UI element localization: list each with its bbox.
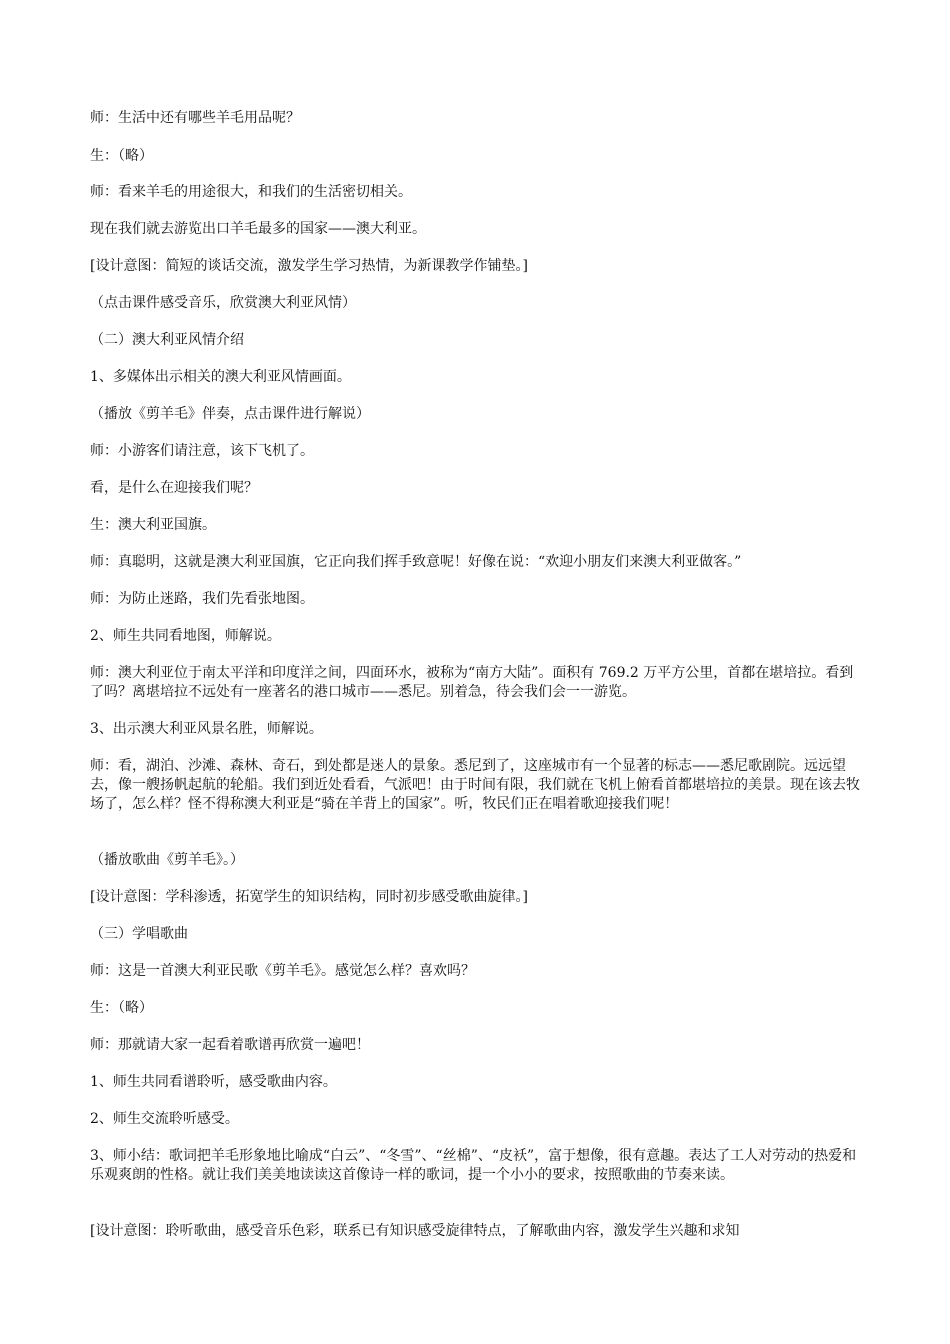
paragraph: 师：生活中还有哪些羊毛用品呢？: [90, 110, 300, 126]
design-intent-note: [设计意图：简短的谈话交流，激发学生学习热情，为新课教学作铺垫。]: [90, 258, 528, 274]
paragraph: 2、师生交流聆听感受。: [90, 1111, 239, 1127]
paragraph: 3、出示澳大利亚风景名胜，师解说。: [90, 721, 323, 737]
paragraph: 生：澳大利亚国旗。: [90, 517, 216, 533]
design-intent-note: [设计意图：聆听歌曲，感受音乐色彩，联系已有知识感受旋律特点，了解歌曲内容，激发学生兴趣和求知: [90, 1223, 740, 1239]
paragraph: 师：为防止迷路，我们先看张地图。: [90, 591, 314, 607]
paragraph: 看，是什么在迎接我们呢？: [90, 480, 258, 496]
paragraph: （播放《剪羊毛》伴奏，点击课件进行解说）: [90, 406, 370, 422]
section-heading: （二）澳大利亚风情介绍: [90, 332, 244, 348]
paragraph: 1、多媒体出示相关的澳大利亚风情画面。: [90, 369, 351, 385]
paragraph: 师：小游客们请注意，该下飞机了。: [90, 443, 314, 459]
paragraph: 生：（略）: [90, 148, 153, 164]
section-heading: （三）学唱歌曲: [90, 926, 188, 942]
paragraph: （点击课件感受音乐，欣赏澳大利亚风情）: [90, 295, 356, 311]
paragraph: 1、师生共同看谱聆听，感受歌曲内容。: [90, 1074, 337, 1090]
paragraph: 3、师小结：歌词把羊毛形象地比喻成“白云”、“冬雪”、“丝棉”、“皮袄”，富于想像，很有意趣。表达了工人对劳动的热爱和乐观爽朗的性格。就让我们美美地读读这首像诗一样的歌词，提一个小小的要求，按照歌曲的节奏来读。: [90, 1148, 857, 1183]
paragraph: 2、师生共同看地图，师解说。: [90, 628, 281, 644]
paragraph: 师：看，湖泊、沙滩、森林、奇石，到处都是迷人的景象。悉尼到了，这座城市有一个显著的标志——悉尼歌剧院。远远望去，像一艘扬帆起航的轮船。我们到近处看看，气派吧！由于时间有限，我们就在飞机上俯看首都堪培拉的美景。现在该去牧场了，怎么样？怪不得称澳大利亚是“骑在羊背上的国家”。听，牧民们正在唱着歌迎接我们呢！: [90, 758, 860, 812]
paragraph: 现在我们就去游览出口羊毛最多的国家——澳大利亚。: [90, 221, 426, 237]
paragraph: 师：这是一首澳大利亚民歌《剪羊毛》。感觉怎么样？喜欢吗？: [90, 963, 475, 979]
paragraph: 师：那就请大家一起看着歌谱再欣赏一遍吧！: [90, 1037, 370, 1053]
paragraph: 师：澳大利亚位于南太平洋和印度洋之间，四面环水，被称为“南方大陆”。面积有 769.2 万平方公里，首都在堪培拉。看到了吗？离堪培拉不远处有一座著名的港口城市——悉尼。别着急，待会我们会一一游览。: [90, 665, 854, 700]
paragraph: （播放歌曲《剪羊毛》。）: [90, 852, 244, 868]
paragraph: 生：（略）: [90, 1000, 153, 1016]
design-intent-note: [设计意图：学科渗透，拓宽学生的知识结构，同时初步感受歌曲旋律。]: [90, 889, 528, 905]
paragraph: 师：真聪明，这就是澳大利亚国旗，它正向我们挥手致意呢！好像在说：“欢迎小朋友们来澳大利亚做客。”: [90, 554, 742, 570]
paragraph: 师：看来羊毛的用途很大，和我们的生活密切相关。: [90, 184, 412, 200]
